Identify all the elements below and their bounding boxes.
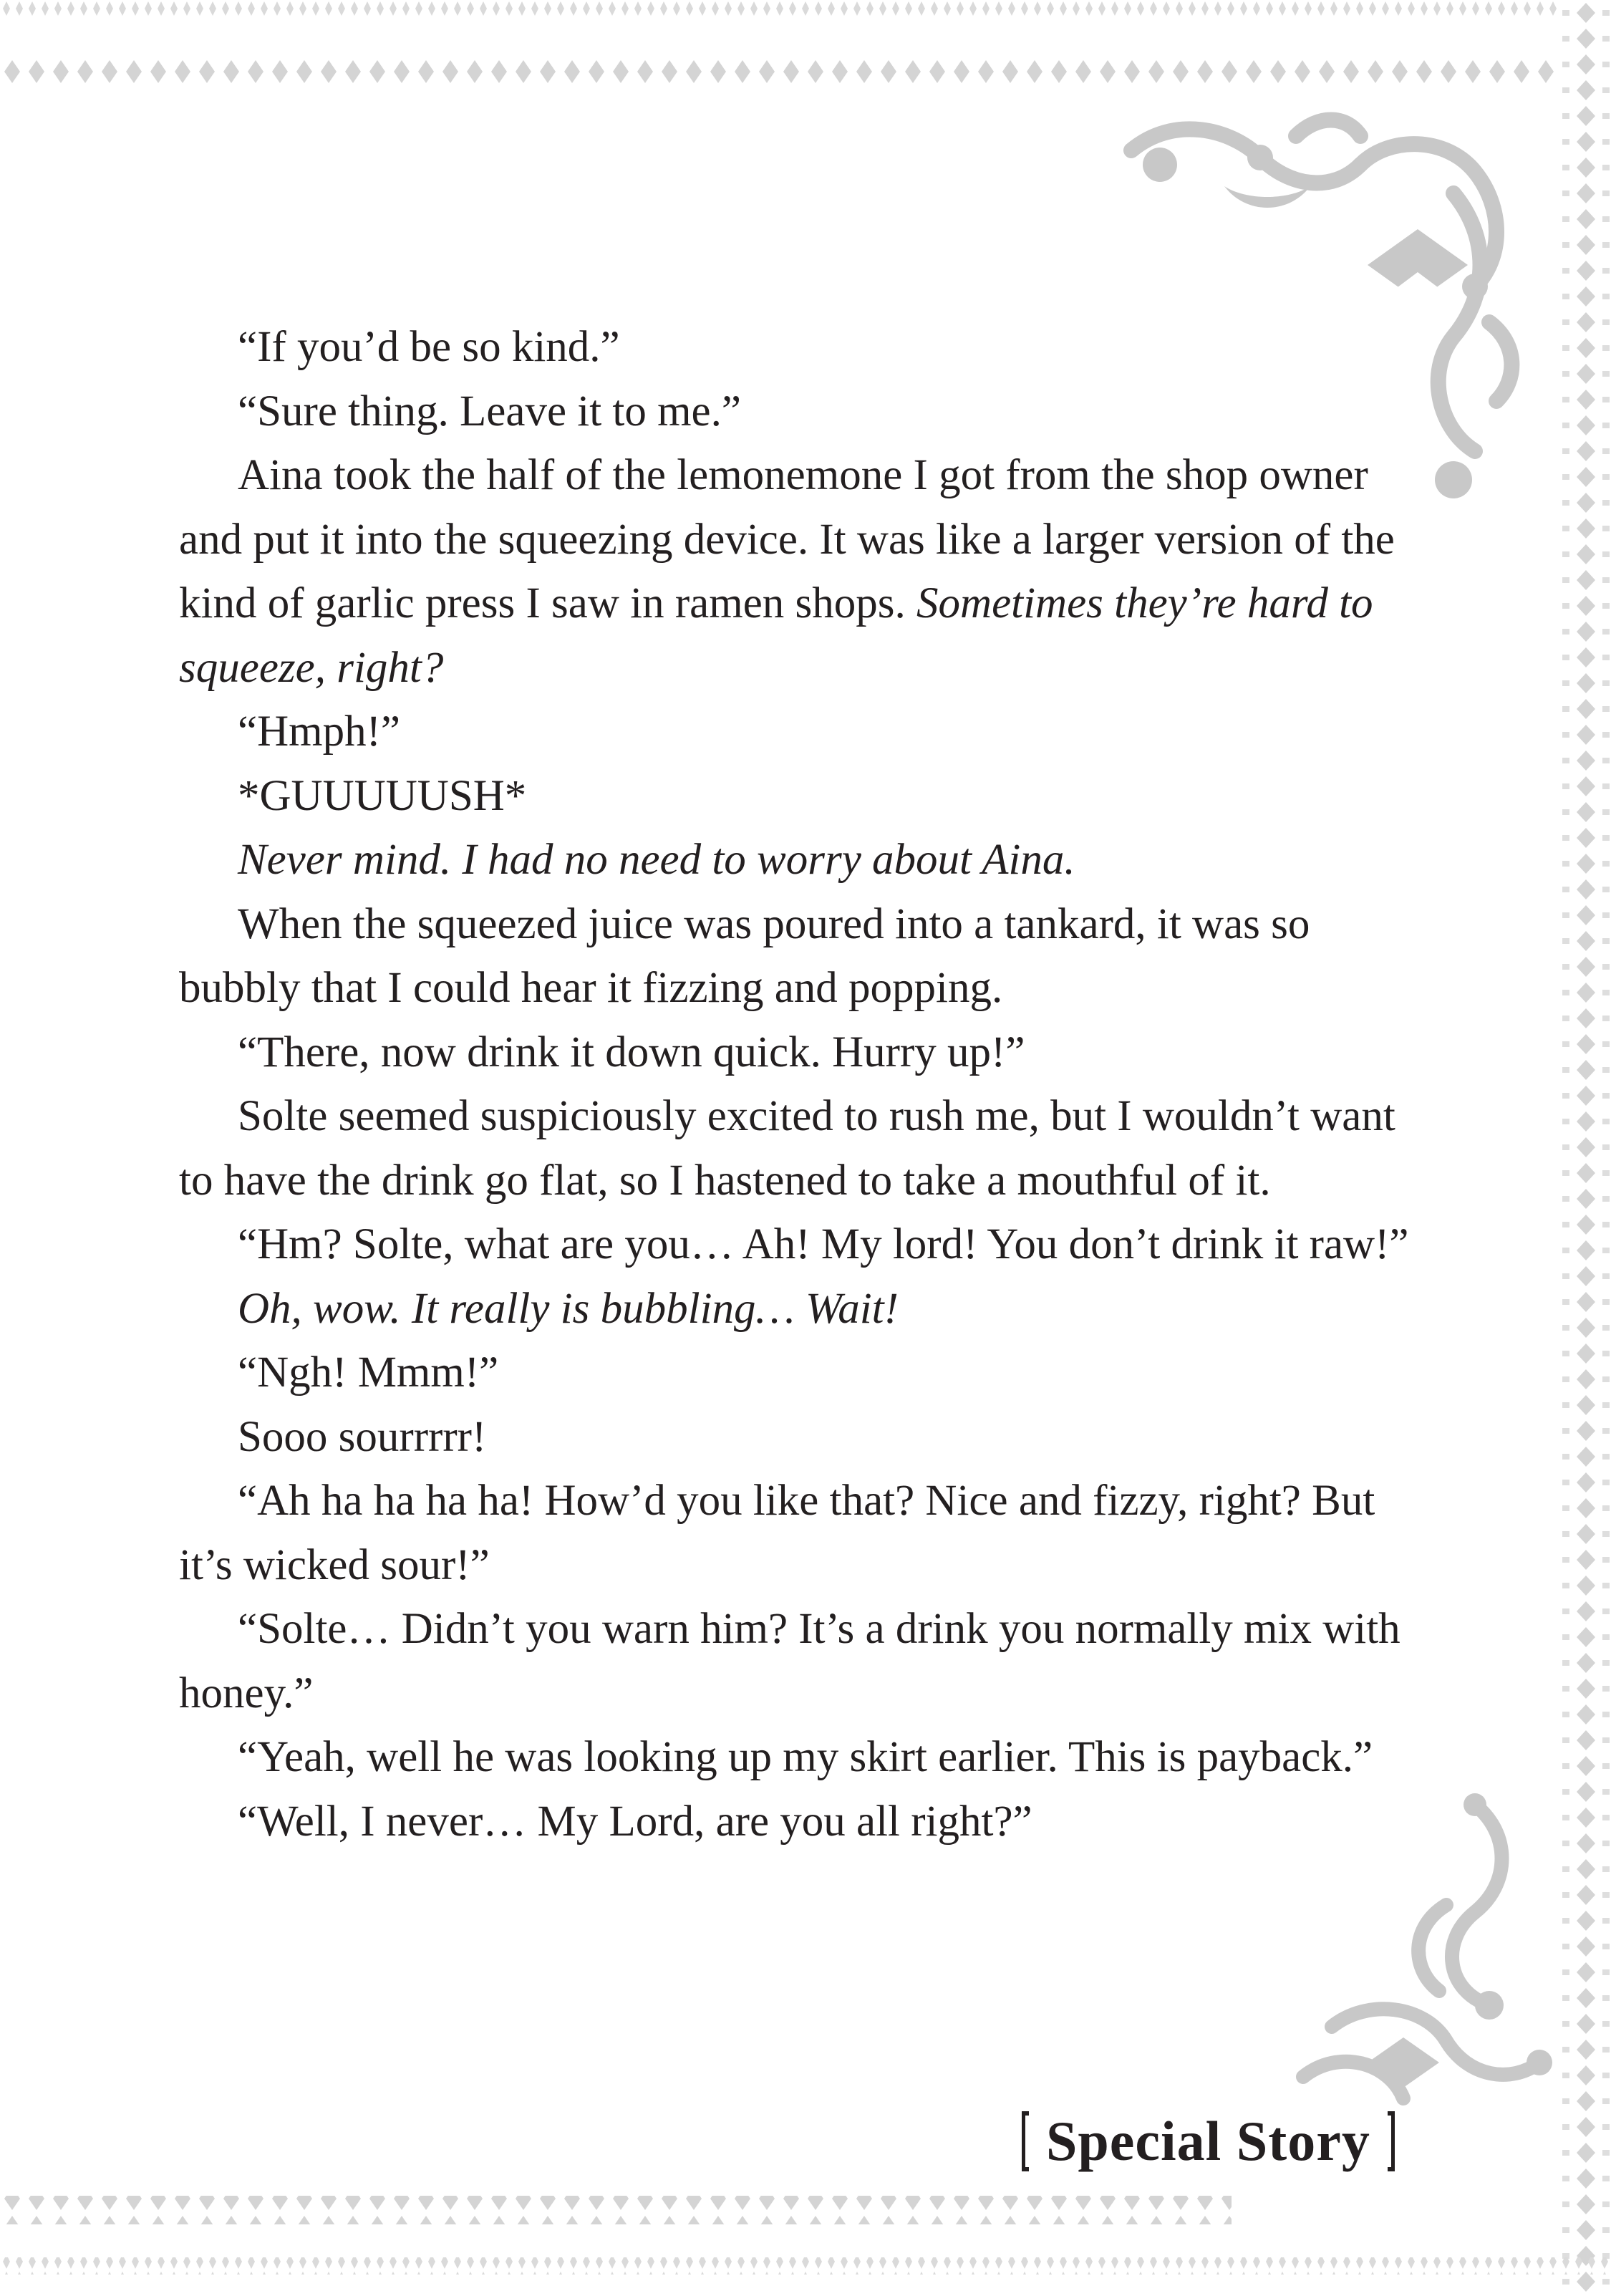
paragraph: When the squeezed juice was poured into a tankard, it was so bubbly that I could hear it fizzing and popping. (179, 899, 1321, 1012)
paragraph: “Solte… Didn’t you warn him? It’s a drink you normally mix with honey.” (179, 1605, 1411, 1717)
paragraph: Sooo sourrrrr! (238, 1412, 487, 1461)
paragraph: “Ngh! Mmm!” (238, 1349, 499, 1397)
paragraph: “Ah ha ha ha ha! How’d you like that? Nice and fizzy, right? But it’s wicked sour!” (179, 1477, 1386, 1589)
right-border-pattern (1561, 0, 1611, 2296)
paragraph: “If you’d be so kind.” (238, 323, 620, 371)
running-footer (1020, 2098, 1396, 2184)
paragraph: Never mind. I had no need to worry about Aina. (238, 836, 1075, 884)
paragraph: Solte seemed suspiciously excited to rush me, but I wouldn’t want to have the drink go flat, so I hastened to take a mouthful of it. (179, 1092, 1407, 1205)
paragraph: “Yeah, well he was looking up my skirt earlier. This is payback.” (238, 1733, 1373, 1781)
left-bracket-icon (1020, 2111, 1030, 2171)
paragraph: “Well, I never… My Lord, are you all right?” (238, 1797, 1032, 1846)
top-border-pattern (0, 0, 1611, 100)
paragraph: “Sure thing. Leave it to me.” (238, 387, 741, 435)
body-text (179, 315, 1425, 1853)
paragraph: *GUUUUUSH* (238, 771, 527, 820)
paragraph: “Hm? Solte, what are you… Ah! My lord! You don’t drink it raw!” (238, 1220, 1409, 1268)
right-bracket-icon (1386, 2111, 1396, 2171)
paragraph: “Hmph!” (238, 708, 400, 756)
paragraph: “There, now drink it down quick. Hurry up!” (238, 1028, 1025, 1076)
section-title: Special Story (1046, 2110, 1370, 2172)
paragraph: Oh, wow. It really is bubbling… Wait! (238, 1284, 899, 1333)
paragraph: Aina took the half of the lemonemone I got from the shop owner and put it into the squeezing device. It was like a larger version of the kind of garlic press I saw in ramen shops. Sometimes they’re hard to squeeze, right? (179, 451, 1406, 692)
